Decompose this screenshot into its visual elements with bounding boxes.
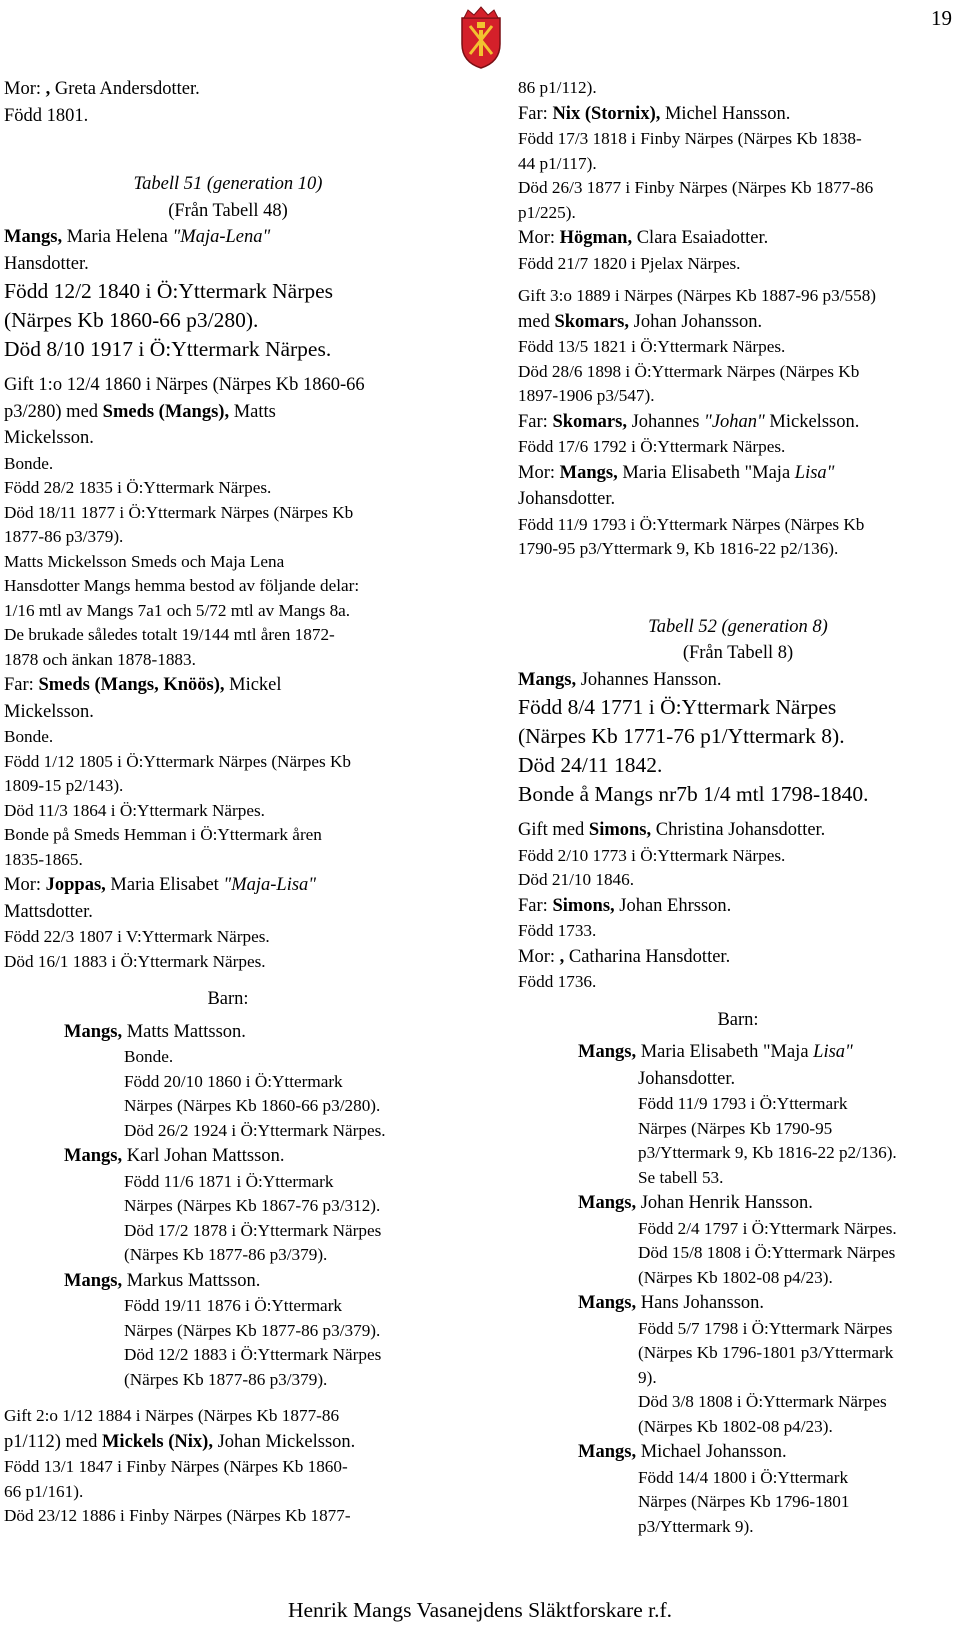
child-birth-source: Närpes (Närpes Kb 1796-1801: [638, 1492, 850, 1511]
child-name: Mangs, Markus Mattsson.: [64, 1270, 261, 1291]
father-birth: Född 1733.: [518, 921, 597, 940]
main-person-name: Mangs, Maria Helena "Maja-Lena": [4, 227, 271, 247]
child-birth: Född 20/10 1860 i Ö:Yttermark: [124, 1071, 343, 1091]
father-birth: Född 17/6 1792 i Ö:Yttermark Närpes.: [518, 437, 786, 456]
children-heading: Barn:: [717, 1009, 759, 1030]
main-person-death: Död 8/10 1917 i Ö:Yttermark Närpes.: [4, 337, 332, 361]
page-footer: Henrik Mangs Vasanejdens Släktforskare r.f.: [287, 1598, 673, 1622]
child-birth-source: Närpes (Närpes Kb 1867-76 p3/312).: [124, 1196, 381, 1215]
marriage-1: Gift 1:o 12/4 1860 i Närpes (Närpes Kb 1860-66: [4, 375, 365, 395]
child-name: Mangs, Maria Elisabeth "Maja Lisa": [578, 1042, 853, 1062]
child-name-cont: Johansdotter.: [638, 1068, 736, 1089]
child-death-source: (Närpes Kb 1877-86 p3/379).: [124, 1245, 328, 1264]
left-column: [4, 76, 452, 1529]
child-see-table: Se tabell 53.: [638, 1167, 724, 1187]
marriage-3: Gift 3:o 1889 i Närpes (Närpes Kb 1887-96 p3/558): [518, 286, 877, 305]
table-heading: Tabell 51 (generation 10): [133, 174, 323, 194]
child-birth: Född 2/4 1797 i Ö:Yttermark Närpes.: [638, 1218, 897, 1238]
mother-birth: Född 22/3 1807 i V:Yttermark Närpes.: [4, 927, 270, 946]
father-death: Död 11/3 1864 i Ö:Yttermark Närpes.: [4, 800, 265, 820]
father-occupation: Bonde.: [4, 727, 54, 746]
child-name: Mangs, Johan Henrik Hansson.: [578, 1193, 813, 1213]
child-death: Död 17/2 1878 i Ö:Yttermark Närpes: [124, 1220, 382, 1240]
child-death-source: (Närpes Kb 1877-86 p3/379).: [124, 1369, 328, 1389]
child-occupation: Bonde.: [124, 1047, 174, 1066]
father-birth-source: 1809-15 p2/143).: [4, 776, 124, 795]
spouse-death-source: 1877-86 p3/379).: [4, 527, 124, 546]
child-death: Död 26/2 1924 i Ö:Yttermark Närpes.: [124, 1120, 386, 1140]
marriage-2-birth: Född 13/1 1847 i Finby Närpes (Närpes Kb 1860-: [4, 1457, 348, 1476]
child-death: Död 12/2 1883 i Ö:Yttermark Närpes: [124, 1345, 382, 1364]
spouse-occupation: Bonde.: [4, 453, 54, 473]
mother-birth: Född 1801.: [4, 105, 89, 126]
father-note: Bonde på Smeds Hemman i Ö:Yttermark åren: [4, 825, 322, 844]
marriage-3-death-source: 1897-1906 p3/547).: [518, 386, 655, 405]
child-birth: Född 11/9 1793 i Ö:Yttermark: [638, 1094, 848, 1113]
note-line: 1878 och änkan 1878-1883.: [4, 649, 196, 669]
child-birth: Född 5/7 1798 i Ö:Yttermark Närpes: [638, 1318, 893, 1338]
child-name: Mangs, Hans Johansson.: [578, 1293, 765, 1313]
table-from: (Från Tabell 48): [168, 200, 288, 221]
father-death: Död 26/3 1877 i Finby Närpes (Närpes Kb 1877-86: [518, 178, 874, 197]
marriage-2-birth-source: 66 p1/161).: [4, 1481, 84, 1501]
father-birth-source: 44 p1/117).: [518, 153, 597, 173]
main-person-death: Död 24/11 1842.: [518, 753, 663, 777]
table-heading: Tabell 52 (generation 8): [648, 616, 828, 637]
father-birth: Född 17/3 1818 i Finby Närpes (Närpes Kb 1838-: [518, 129, 862, 148]
child-death-source: (Närpes Kb 1802-08 p4/23).: [638, 1267, 833, 1287]
children-heading: Barn:: [207, 989, 249, 1009]
continued-source: 86 p1/112).: [518, 78, 597, 97]
child-death: Död 15/8 1808 i Ö:Yttermark Närpes: [638, 1243, 896, 1262]
child-birth-source: p3/Yttermark 9).: [638, 1516, 754, 1536]
spouse-birth: Född 28/2 1835 i Ö:Yttermark Närpes.: [4, 478, 272, 497]
mother-birth: Född 11/9 1793 i Ö:Yttermark Närpes (Närpes Kb: [518, 514, 865, 534]
child-birth: Född 14/4 1800 i Ö:Yttermark: [638, 1467, 849, 1487]
child-name: Mangs, Karl Johan Mattsson.: [64, 1146, 285, 1166]
spouse-birth: Född 2/10 1773 i Ö:Yttermark Närpes.: [518, 845, 786, 865]
note-line: 1/16 mtl av Mangs 7a1 och 5/72 mtl av Mangs 8a.: [4, 600, 351, 620]
main-person-occupation: Bonde å Mangs nr7b 1/4 mtl 1798-1840.: [518, 782, 869, 806]
father-note-cont: 1835-1865.: [4, 849, 83, 869]
note-line: Hansdotter Mangs hemma bestod av följande delar:: [4, 576, 360, 595]
mother-line: Mor: , Greta Andersdotter.: [4, 79, 200, 99]
marriage-2: Gift 2:o 1/12 1884 i Närpes (Närpes Kb 1877-86: [4, 1406, 340, 1425]
mother-birth: Född 1736.: [518, 972, 597, 991]
mother-line-cont: Johansdotter.: [518, 489, 616, 509]
father-line: Far: Smeds (Mangs, Knöös), Mickel: [4, 675, 282, 695]
child-birth-source: 9).: [638, 1367, 657, 1387]
main-person-name-cont: Hansdotter.: [4, 253, 89, 274]
spouse-death: Död 21/10 1846.: [518, 870, 635, 889]
right-column: [518, 76, 958, 1539]
child-birth: Född 11/6 1871 i Ö:Yttermark: [124, 1171, 334, 1191]
child-birth-source: Närpes (Närpes Kb 1860-66 p3/280).: [124, 1096, 381, 1115]
marriage-2-death: Död 23/12 1886 i Finby Närpes (Närpes Kb 1877-: [4, 1506, 351, 1525]
mother-line: Mor: Joppas, Maria Elisabet "Maja-Lisa": [4, 875, 317, 895]
note-line: Matts Mickelsson Smeds och Maja Lena: [4, 551, 285, 571]
mother-line: Mor: Högman, Clara Esaiadotter.: [518, 228, 769, 248]
main-person-birth-source: (Närpes Kb 1860-66 p3/280).: [4, 308, 259, 332]
child-birth: Född 19/11 1876 i Ö:Yttermark: [124, 1296, 343, 1315]
marriage-3-death: Död 28/6 1898 i Ö:Yttermark Närpes (Närpes Kb: [518, 361, 860, 381]
main-person-birth-source: (Närpes Kb 1771-76 p1/Yttermark 8).: [518, 724, 845, 748]
marriage-2-spouse: p1/112) med Mickels (Nix), Johan Mickelsson.: [4, 1431, 356, 1452]
table-from: (Från Tabell 8): [682, 643, 794, 663]
child-birth-source: p3/Yttermark 9, Kb 1816-22 p2/136).: [638, 1143, 897, 1162]
mother-birth-source: 1790-95 p3/Yttermark 9, Kb 1816-22 p2/136).: [518, 539, 839, 558]
child-death: Död 3/8 1808 i Ö:Yttermark Närpes: [638, 1392, 887, 1411]
mother-line-cont: Mattsdotter.: [4, 901, 93, 922]
main-person-name: Mangs, Johannes Hansson.: [518, 669, 722, 690]
child-birth-source: (Närpes Kb 1796-1801 p3/Yttermark: [638, 1343, 894, 1362]
mother-birth: Född 21/7 1820 i Pjelax Närpes.: [518, 253, 741, 273]
marriage-1-spouse-cont: Mickelsson.: [4, 428, 94, 448]
marriage-3-birth: Född 13/5 1821 i Ö:Yttermark Närpes.: [518, 337, 786, 356]
child-name: Mangs, Matts Mattsson.: [64, 1021, 246, 1042]
page-number: 19: [931, 6, 952, 30]
main-person-birth: Född 8/4 1771 i Ö:Yttermark Närpes: [518, 695, 837, 719]
child-birth-source: Närpes (Närpes Kb 1877-86 p3/379).: [124, 1320, 381, 1340]
father-line: Far: Simons, Johan Ehrsson.: [518, 895, 732, 916]
father-line: Far: Nix (Stornix), Michel Hansson.: [518, 103, 791, 124]
father-birth: Född 1/12 1805 i Ö:Yttermark Närpes (Närpes Kb: [4, 751, 352, 771]
child-death-source: (Närpes Kb 1802-08 p4/23).: [638, 1416, 833, 1436]
main-person-birth: Född 12/2 1840 i Ö:Yttermark Närpes: [4, 279, 334, 303]
mother-line: Mor: , Catharina Hansdotter.: [518, 946, 731, 967]
marriage-1-spouse: p3/280) med Smeds (Mangs), Matts: [4, 401, 276, 422]
child-name: Mangs, Michael Johansson.: [578, 1442, 787, 1462]
spouse-death: Död 18/11 1877 i Ö:Yttermark Närpes (Närpes Kb: [4, 502, 354, 522]
mother-line: Mor: Mangs, Maria Elisabeth "Maja Lisa": [518, 462, 835, 483]
mother-death: Död 16/1 1883 i Ö:Yttermark Närpes.: [4, 951, 266, 971]
father-death-source: p1/225).: [518, 202, 576, 222]
note-line: De brukade således totalt 19/144 mtl åren 1872-: [4, 625, 335, 644]
father-line: Far: Skomars, Johannes "Johan" Mickelsson.: [518, 411, 860, 432]
marriage: Gift med Simons, Christina Johansdotter.: [518, 820, 826, 840]
coat-of-arms-icon: [456, 4, 506, 70]
child-birth-source: Närpes (Närpes Kb 1790-95: [638, 1118, 833, 1138]
father-line-cont: Mickelsson.: [4, 701, 94, 722]
marriage-3-spouse: med Skomars, Johan Johansson.: [518, 311, 763, 332]
